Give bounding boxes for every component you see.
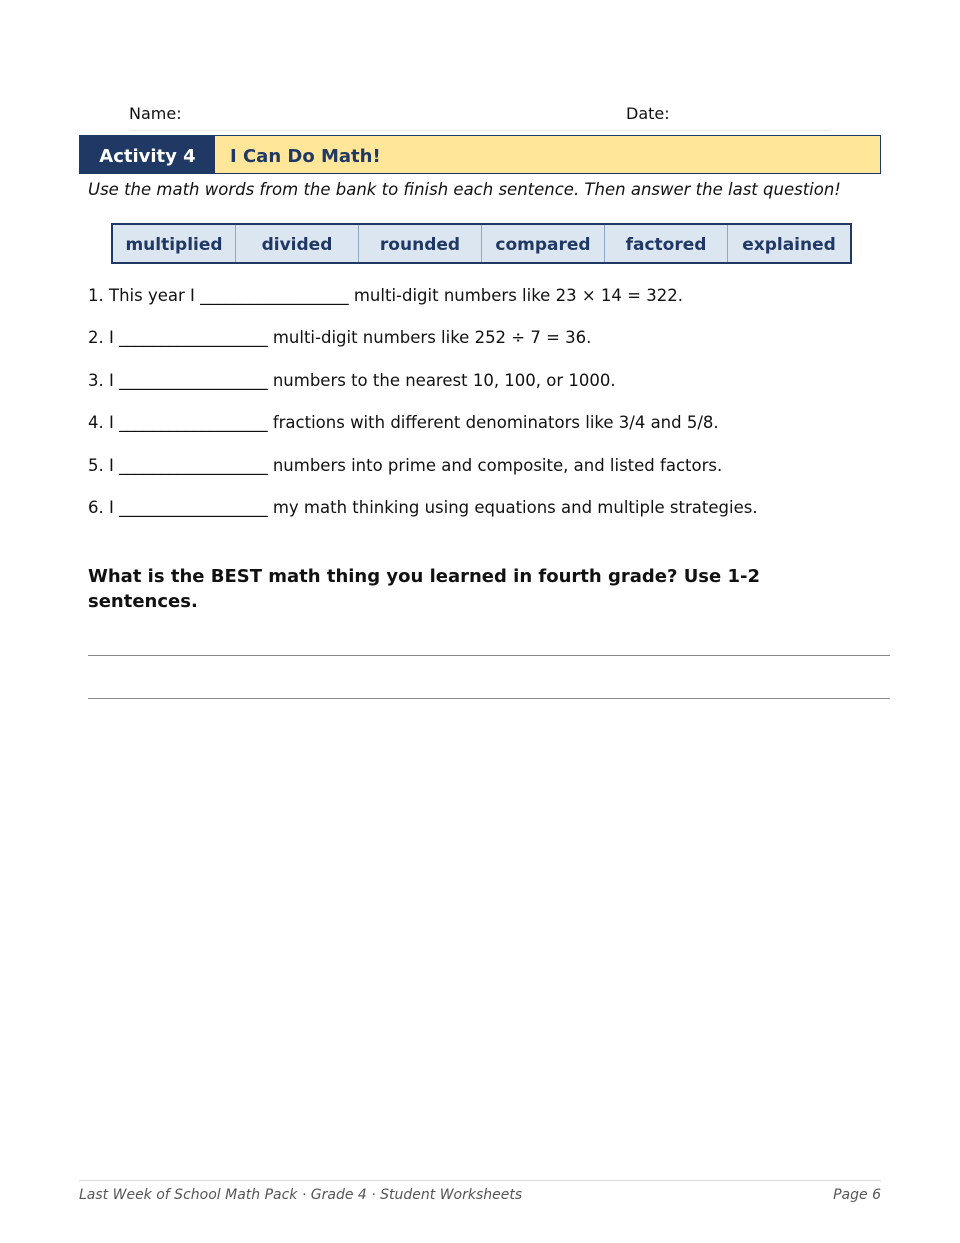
sentence-5: 5. I __________________ numbers into prime and composite, and listed factors. <box>88 456 723 475</box>
footer-title: Last Week of School Math Pack · Grade 4 · Student Worksheets <box>79 1187 523 1203</box>
final-question: What is the BEST math thing you learned in fourth grade? Use 1-2 sentences. <box>88 566 761 612</box>
name-date-row <box>129 104 831 131</box>
word-bank <box>111 223 852 264</box>
sentence-3: 3. I __________________ numbers to the nearest 10, 100, or 1000. <box>88 371 616 390</box>
activity-banner <box>79 135 881 174</box>
sentence-2: 2. I __________________ multi-digit numbers like 252 ÷ 7 = 36. <box>88 328 592 347</box>
date-label: Date: <box>626 104 670 123</box>
sentence-6: 6. I __________________ my math thinking using equations and multiple strategies. <box>88 498 758 517</box>
answer-line <box>88 698 890 699</box>
answer-line <box>88 655 890 656</box>
word-bank-item: compared <box>482 225 605 262</box>
word-bank-item: factored <box>605 225 728 262</box>
sentence-1: 1. This year I __________________ multi-digit numbers like 23 × 14 = 322. <box>88 286 683 305</box>
word-bank-item: divided <box>236 225 359 262</box>
page-number: Page 6 <box>833 1187 881 1203</box>
activity-tag: Activity 4 <box>80 136 215 173</box>
page-footer <box>79 1180 881 1203</box>
sentence-4: 4. I __________________ fractions with different denominators like 3/4 and 5/8. <box>88 413 719 432</box>
word-bank-item: multiplied <box>113 225 236 262</box>
instructions: Use the math words from the bank to finish each sentence. Then answer the last question! <box>88 180 841 199</box>
word-bank-item: rounded <box>359 225 482 262</box>
activity-title: I Can Do Math! <box>230 146 381 167</box>
name-label: Name: <box>129 104 182 123</box>
word-bank-item: explained <box>742 235 836 255</box>
